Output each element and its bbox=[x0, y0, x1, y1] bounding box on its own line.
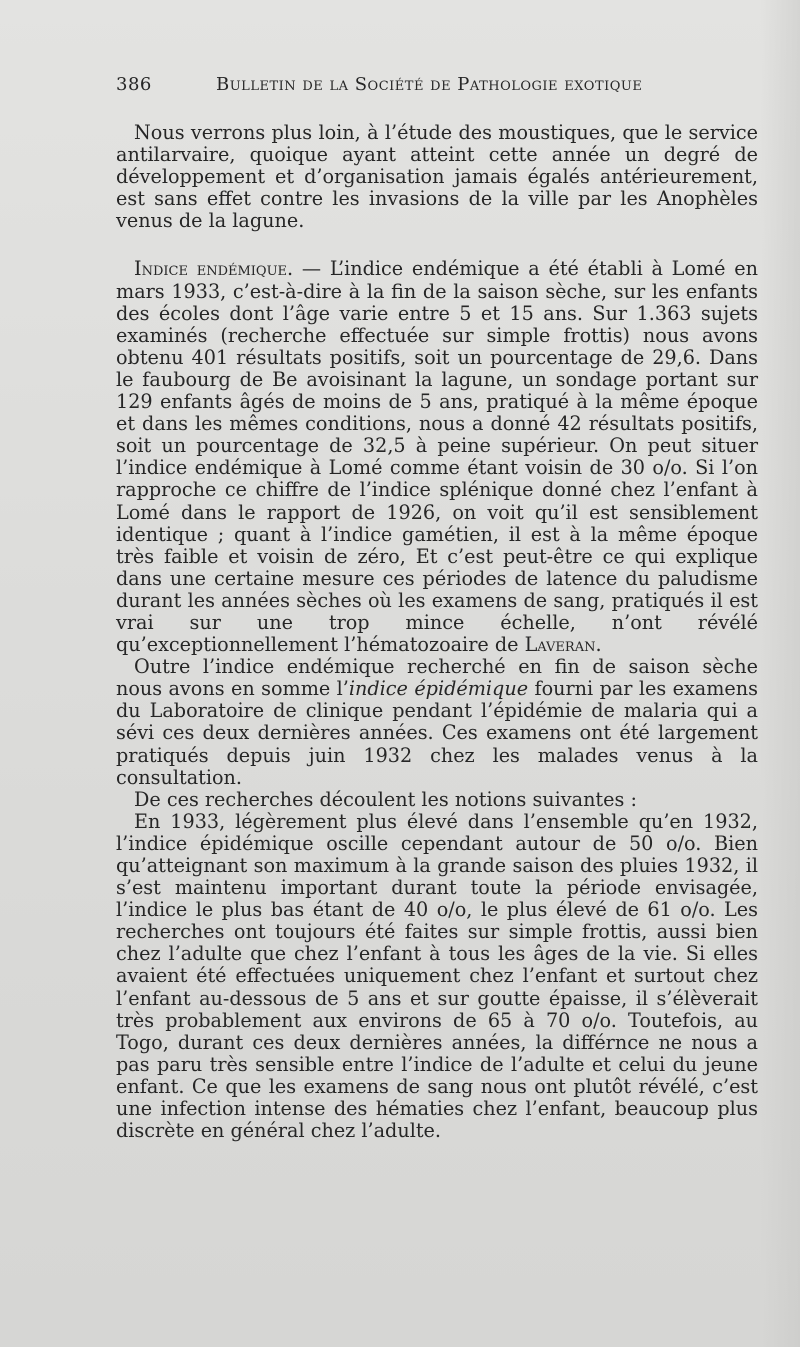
paragraph-indice-endemique-text: — L’indice endémique a été établi à Lomé en mars 1933, c’est-à-dire à la fin de la saison sèche, sur les enfants des écoles dont l’âge varie entre 5 et 15 ans. Sur 1.363 sujets examinés (recherche effectuée sur simple frottis) nous avons obtenu 401 résultats positifs, soit un pourcentage de 29,6. Dans le faubourg de Be avoisinant la lagune, un sondage portant sur 129 enfants âgés de moins de 5 ans, pratiqué à la même époque et dans les mêmes conditions, nous a donné 42 résultats positifs, soit un pourcentage de 32,5 à peine supérieur. On peut situer l’indice endémique à Lomé comme étant voisin de 30 o/o. Si l’on rapproche ce chiffre de l’indice splénique donné chez l’enfant à Lomé dans le rapport de 1926, on voit qu’il est sensiblement identique ; quant à l’indice gamétien, il est à la même époque très faible et voisin de zéro, Et c’est peut-être ce qui explique dans une certaine mesure ces périodes de latence du paludisme durant les années sèches où les examens de sang, pratiqués il est vrai sur une trop mince échelle, n’ont révélé qu’exceptionnellement l’hématozoaire de bbox=[116, 257, 758, 657]
paragraph-results-1933: En 1933, légèrement plus élevé dans l’ensemble qu’en 1932, l’indice épidémique oscille cependant autour de 50 o/o. Bien qu’atteignant son maximum à la grande saison des pluies 1932, il s’est maintenu important durant toute la période envisagée, l’indice le plus bas étant de 40 o/o, le plus élevé de 61 o/o. Les recherches ont toujours été faites sur simple frottis, aussi bien chez l’adulte que chez l’enfant à tous les âges de la vie. Si elles avaient été effectuées uniquement chez l’enfant et surtout chez l’enfant au-dessous de 5 ans et sur goutte épaisse, il s’élèverait très probablement aux environs de 65 à 70 o/o. Toutefois, au Togo, durant ces deux dernières années, la différnce ne nous a pas paru très sensible entre l’indice de l’adulte et celui du jeune enfant. Ce que les examens de sang nous ont plutôt révélé, c’est une infection intense des hématies chez l’enfant, beaucoup plus discrète en général chez l’adulte. bbox=[116, 809, 758, 1143]
section-title: Indice endémique. bbox=[134, 257, 294, 281]
running-title: Bulletin de la Société de Pathologie exotique bbox=[216, 74, 643, 95]
paragraph-end-period: . bbox=[595, 633, 602, 657]
paragraph-indice-epidemique-end: fourni par les examens du Laboratoire de clinique pendant l’épidémie de malaria qui a sévi ces deux dernières années. Ces examens ont été largement pratiqués depuis juin 1932 chez les malades venus à la consultation. bbox=[116, 677, 758, 789]
author-name-laveran: Laveran bbox=[524, 633, 596, 657]
page-number: 386 bbox=[116, 74, 152, 95]
paragraph-indice-epidemique-start: Outre l’indice endémique recherché en fin de saison sèche nous avons en somme l’ bbox=[116, 655, 758, 701]
page-header bbox=[116, 74, 696, 104]
paragraph-indice-epidemique bbox=[116, 656, 758, 789]
paragraph-indice-endemique bbox=[116, 258, 758, 656]
body-text bbox=[116, 122, 758, 1142]
paragraph-notions: De ces recherches découlent les notions suivantes : bbox=[134, 787, 637, 811]
paragraph-mosquito-service: Nous verrons plus loin, à l’étude des moustiques, que le service antilarvaire, quoique ayant atteint cette année un degré de développement et d’organisation jamais égalés antérieurement, est sans effet contre les invasions de la ville par les Anophèles venus de la lagune. bbox=[116, 121, 758, 233]
page-edge-shadow bbox=[760, 0, 800, 1347]
italic-term-indice-epidemique: indice épidémique bbox=[348, 677, 529, 701]
